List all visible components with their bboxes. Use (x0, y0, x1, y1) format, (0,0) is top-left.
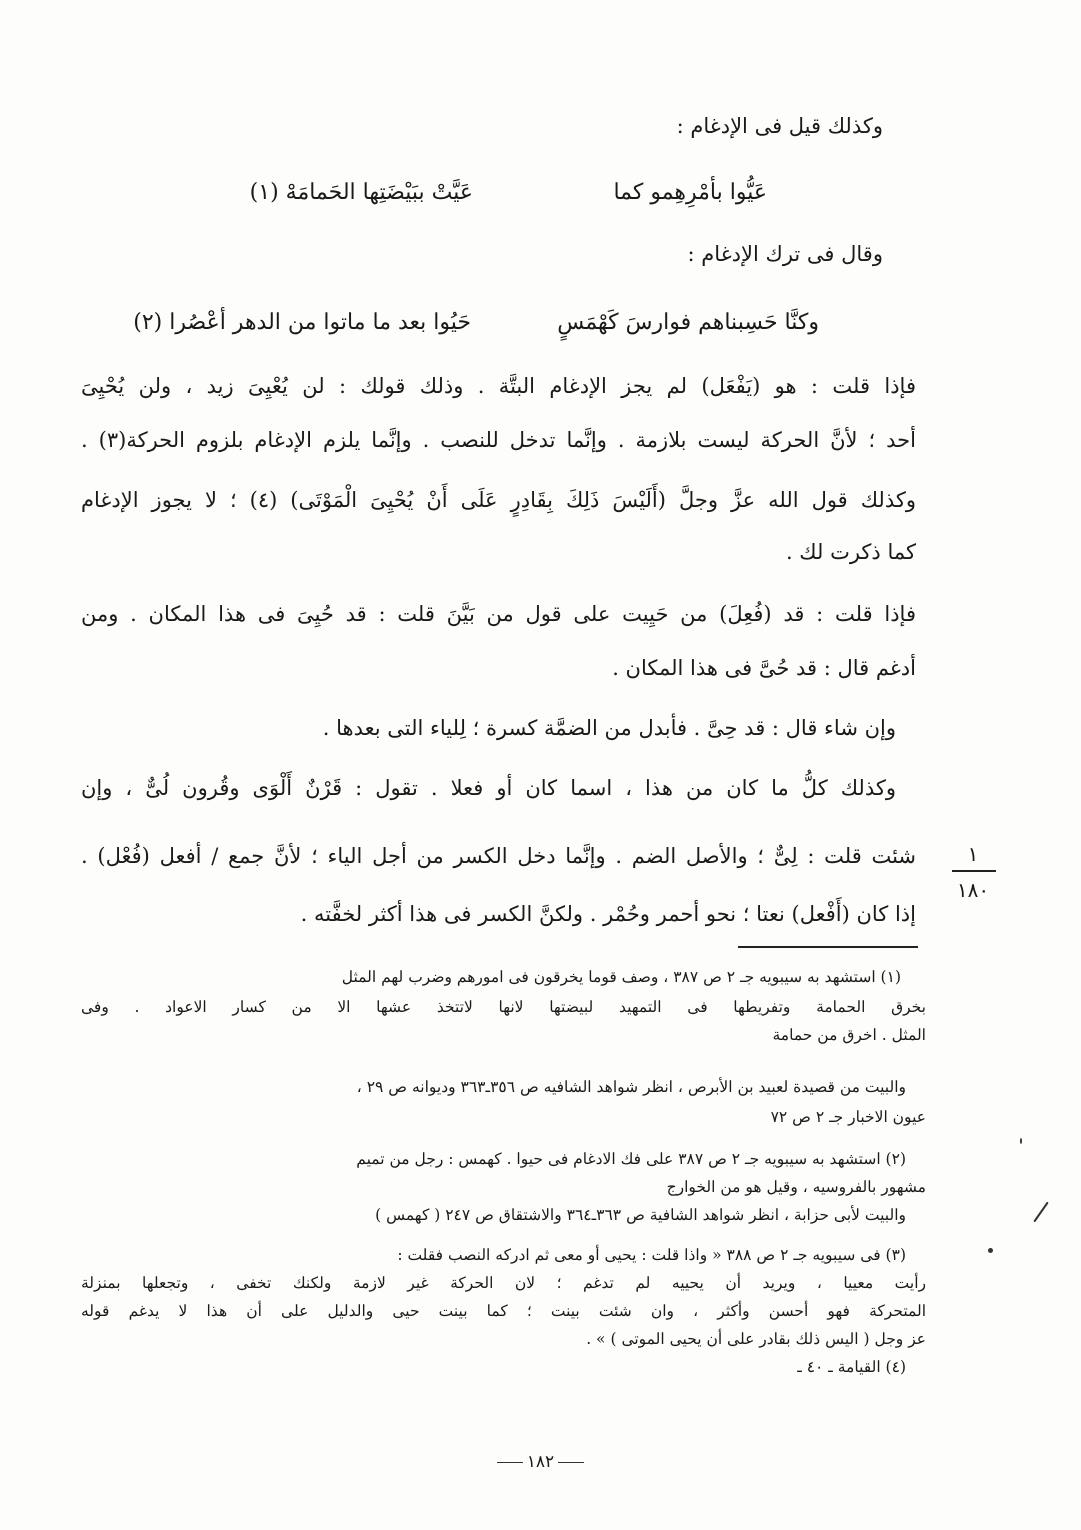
text-line: فإذا قلت : هو (يَفْعَل) لم يجز الإدغام البتَّة . وذلك قولك : لن يُعْيِىَ زيد ، ولن يُحْيِىَ (81, 374, 916, 398)
scan-speck (1033, 1202, 1048, 1223)
footnote-line: عيون الاخبار جـ ٢ ص ٧٢ (770, 1108, 926, 1126)
scan-speck (1020, 1138, 1022, 1144)
text-line-intro-no-idgham: وقال فى ترك الإدغام : (687, 242, 883, 266)
footnote-line: مشهور بالفروسيه ، وقيل هو من الخوارج (666, 1178, 926, 1196)
footnote-line: (١) استشهد به سيبويه جـ ٢ ص ٣٨٧ ، وصف قوما يخرقون فى امورهم وضرب لهم المثل (341, 968, 901, 986)
verse-2-second-hemistich: حَيُوا بعد ما ماتوا من الدهر أعْصُرا (٢) (133, 310, 471, 335)
margin-folio-rule (952, 870, 996, 872)
margin-folio-bottom: ١٨٠ (956, 878, 990, 902)
page-number-dash (497, 1462, 523, 1463)
verse-1-second-hemistich: عَيَّتْ ببَيْضَتِها الحَمامَهْ (١) (249, 180, 473, 205)
text-line: أحد ؛ لأنَّ الحركة ليست بلازمة . وإنَّما تدخل للنصب . وإنَّما يلزم الإدغام بلزوم الحركة(٣) . (81, 428, 916, 452)
text-line: كما ذكرت لك . (785, 540, 916, 564)
page-number (0, 1452, 1081, 1472)
text-line-intro-idgham: وكذلك قيل فى الإدغام : (676, 114, 883, 138)
text-line: شئت قلت : لِىٌّ ؛ والأصل الضم . وإنَّما دخل الكسر من أجل الياء ؛ لأنَّ جمع / أفعل (فُعْل) . (81, 844, 916, 868)
text-line: فإذا قلت : قد (فُعِلَ) من حَيِيت على قول من بَيَّنَ قلت : قد حُيِىَ فى هذا المكان . ومن (81, 602, 916, 626)
footnote-line: والبيت من قصيدة لعبيد بن الأبرص ، انظر شواهد الشافيه ص ٣٥٦ـ٣٦٣ وديوانه ص ٢٩ ، (356, 1078, 906, 1096)
footnote-line: رأيت معييا ، ويريد أن يحييه لم تدغم ؛ لان الحركة غير لازمة ولكنك تخفى ، وتجعلها بمنزلة (81, 1274, 926, 1292)
text-line: وكذلك قول الله عزَّ وجلَّ (أَلَيْسَ ذَلِكَ بِقَادِرٍ عَلَى أَنْ يُحْيِىَ الْمَوْتَى) (٤) ؛ لا يجوز الإدغام (81, 488, 916, 512)
footnote-line: (٢) استشهد به سيبويه جـ ٢ ص ٣٨٧ على فك الادغام فى حيوا . كهمس : رجل من تميم (356, 1150, 906, 1168)
text-line: إذا كان (أَفْعل) نعتا ؛ نحو أحمر وحُمْر . ولكنَّ الكسر فى هذا أكثر لخفَّته . (300, 902, 916, 926)
scan-speck (988, 1248, 993, 1253)
footnote-line: عز وجل ( اليس ذلك بقادر على أن يحيى الموتى ) » . (586, 1330, 926, 1348)
footnote-line: (٤) القيامة ـ ٤٠ ـ (797, 1358, 906, 1376)
footnote-separator (738, 946, 918, 948)
text-line: وكذلك كلُّ ما كان من هذا ، اسما كان أو فعلا . تقول : قَرْنٌ أَلْوَى وقُرون لُىٌّ ، وإن (81, 776, 896, 800)
verse-1-first-hemistich: عَيُّوا بأمْرِهِمو كما (613, 180, 767, 205)
footnote-line: المتحركة فهو أحسن وأكثر ، وان شئت بينت ؛ كما بينت حيى والدليل على أن هذا لا يدغم قوله (81, 1302, 926, 1320)
text-line: أدغم قال : قد حُىَّ فى هذا المكان . (612, 656, 916, 680)
text-line: وإن شاء قال : قد حِىَّ . فأبدل من الضمَّة كسرة ؛ لِلياء التى بعدها . (322, 716, 896, 740)
footnote-line: والبيت لأبى حزابة ، انظر شواهد الشافية ص ٣٦٣ـ٣٦٤ والاشتقاق ص ٢٤٧ ( كهمس ) (375, 1206, 906, 1224)
page-number-value: ١٨٢ (526, 1452, 555, 1472)
verse-2-first-hemistich: وكنَّا حَسِبناهم فوارسَ كَهْمَسٍ (557, 310, 819, 335)
margin-folio-top: ١ (967, 842, 979, 866)
footnote-line: بخرق الحمامة وتفريطها فى التمهيد لبيضتها لانها لاتتخذ عشها الا من كسار الاعواد . وفى (81, 998, 926, 1016)
footnote-line: (٣) فى سيبويه جـ ٢ ص ٣٨٨ « واذا قلت : يحيى أو معى ثم ادركه النصب فقلت : (397, 1246, 906, 1264)
page-number-dash (558, 1462, 584, 1463)
footnote-line: المثل . اخرق من حمامة (772, 1026, 926, 1044)
